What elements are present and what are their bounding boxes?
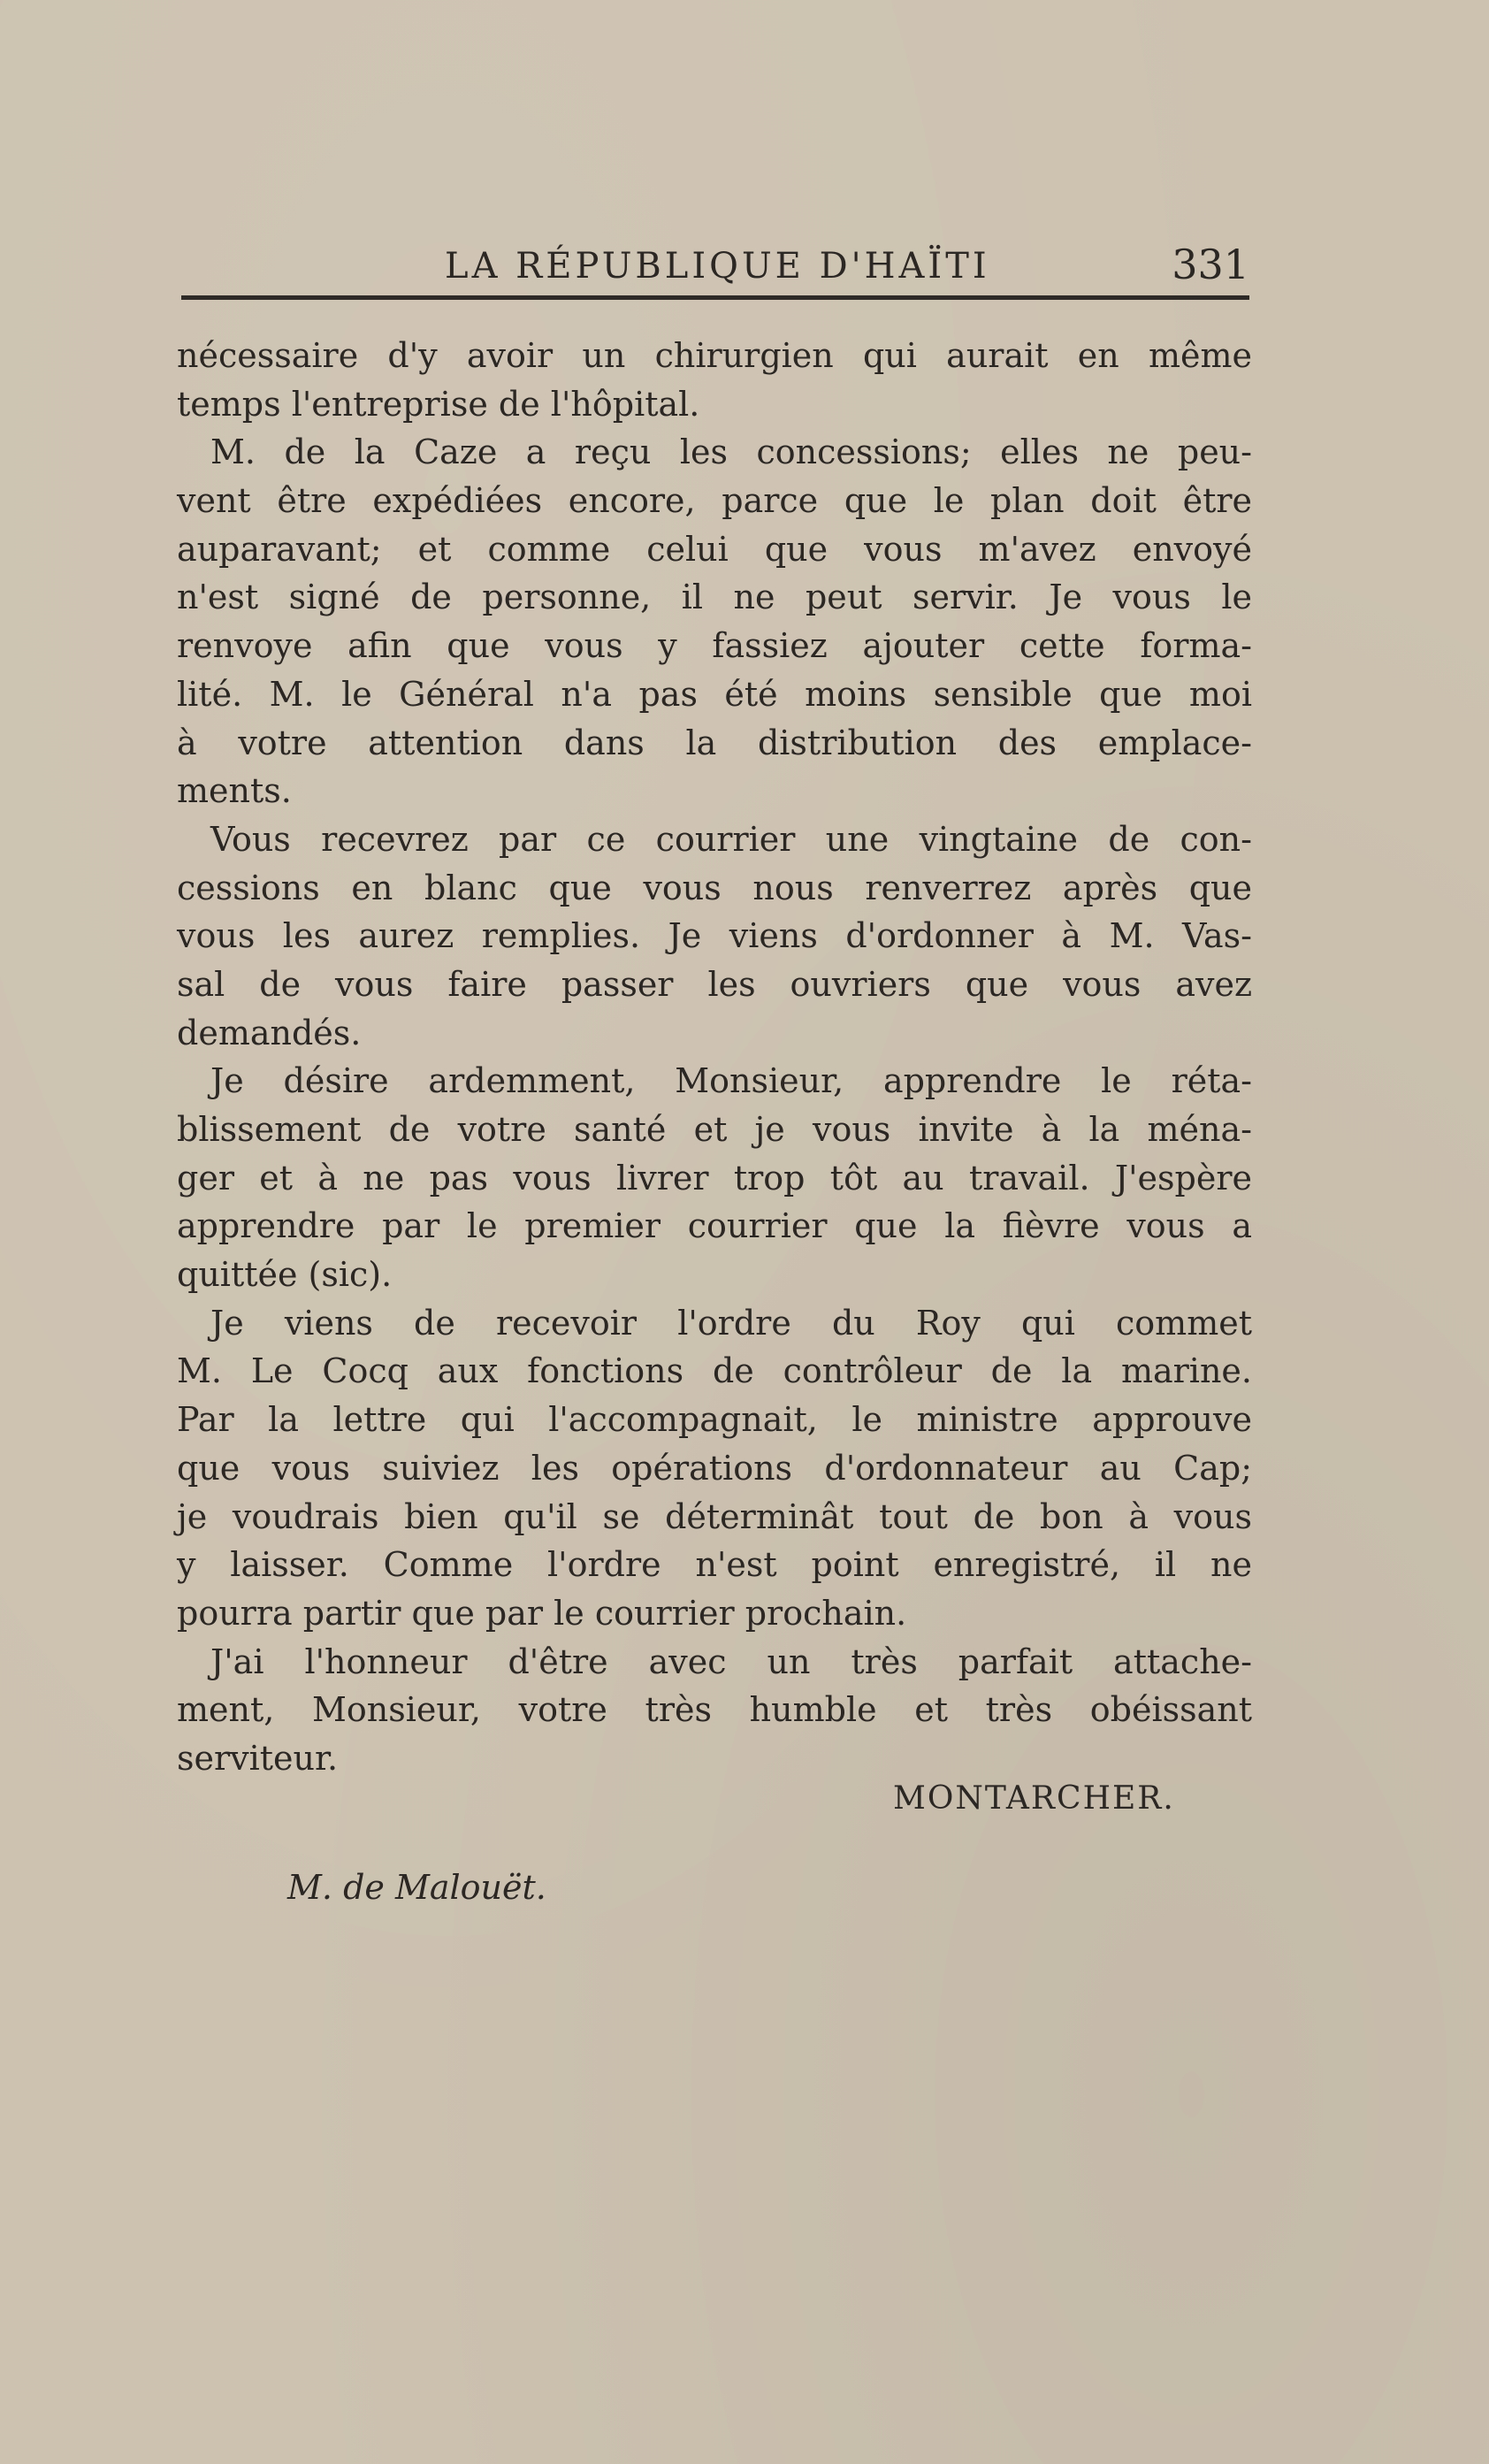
text-line: temps l'entreprise de l'hôpital.	[177, 384, 700, 424]
text-line: cessions en blanc que vous nous renverrez après que	[177, 868, 1252, 907]
text-line: ment, Monsieur, votre très humble et très obéissant	[177, 1690, 1252, 1730]
header-rule	[181, 295, 1249, 300]
letter-body	[177, 332, 1252, 1783]
running-title: LA RÉPUBLIQUE D'HAÏTI	[445, 246, 990, 287]
text-line: auparavant; et comme celui que vous m'avez envoyé	[177, 529, 1252, 569]
text-line: M. de la Caze a reçu les concessions; elles ne peu-	[210, 432, 1252, 472]
text-line: y laisser. Comme l'ordre n'est point enregistré, il ne	[177, 1545, 1252, 1585]
addressee: M. de Malouët.	[287, 1868, 546, 1907]
text-line: Je viens de recevoir l'ordre du Roy qui commet	[210, 1303, 1252, 1343]
text-line: nécessaire d'y avoir un chirurgien qui aurait en même	[177, 336, 1252, 375]
text-line: pourra partir que par le courrier prochain.	[177, 1593, 907, 1633]
text-line: ments.	[177, 771, 292, 811]
text-line: vous les aurez remplies. Je viens d'ordonner à M. Vas-	[177, 916, 1252, 956]
text-line: demandés.	[177, 1013, 362, 1052]
text-line: sal de vous faire passer les ouvriers que vous avez	[177, 964, 1252, 1004]
page-number: 331	[1172, 241, 1249, 288]
text-line: ger et à ne pas vous livrer trop tôt au travail. J'espère	[177, 1158, 1252, 1198]
text-line: quittée (sic).	[177, 1255, 393, 1295]
text-line: J'ai l'honneur d'être avec un très parfait attache-	[210, 1641, 1252, 1681]
text-line: blissement de votre santé et je vous invite à la ména-	[177, 1110, 1252, 1149]
text-line: apprendre par le premier courrier que la fièvre vous a	[177, 1206, 1252, 1246]
text-line: serviteur.	[177, 1738, 339, 1778]
signature: MONTARCHER.	[893, 1780, 1175, 1817]
text-line: renvoye afin que vous y fassiez ajouter cette forma-	[177, 626, 1252, 666]
running-header	[181, 239, 1249, 292]
text-line: que vous suiviez les opérations d'ordonnateur au Cap;	[177, 1448, 1252, 1488]
text-line: Je désire ardemment, Monsieur, apprendre le réta-	[210, 1061, 1252, 1101]
text-line: M. Le Cocq aux fonctions de contrôleur de la marine.	[177, 1351, 1252, 1391]
text-line: n'est signé de personne, il ne peut servir. Je vous le	[177, 578, 1252, 617]
text-line: lité. M. le Général n'a pas été moins sensible que moi	[177, 674, 1252, 714]
text-line: à votre attention dans la distribution des emplace-	[177, 723, 1252, 762]
text-line: Vous recevrez par ce courrier une vingtaine de con-	[210, 819, 1252, 859]
text-line: je voudrais bien qu'il se déterminât tout de bon à vous	[177, 1496, 1252, 1536]
text-line: vent être expédiées encore, parce que le plan doit être	[177, 481, 1252, 521]
text-line: Par la lettre qui l'accompagnait, le ministre approuve	[177, 1400, 1252, 1440]
